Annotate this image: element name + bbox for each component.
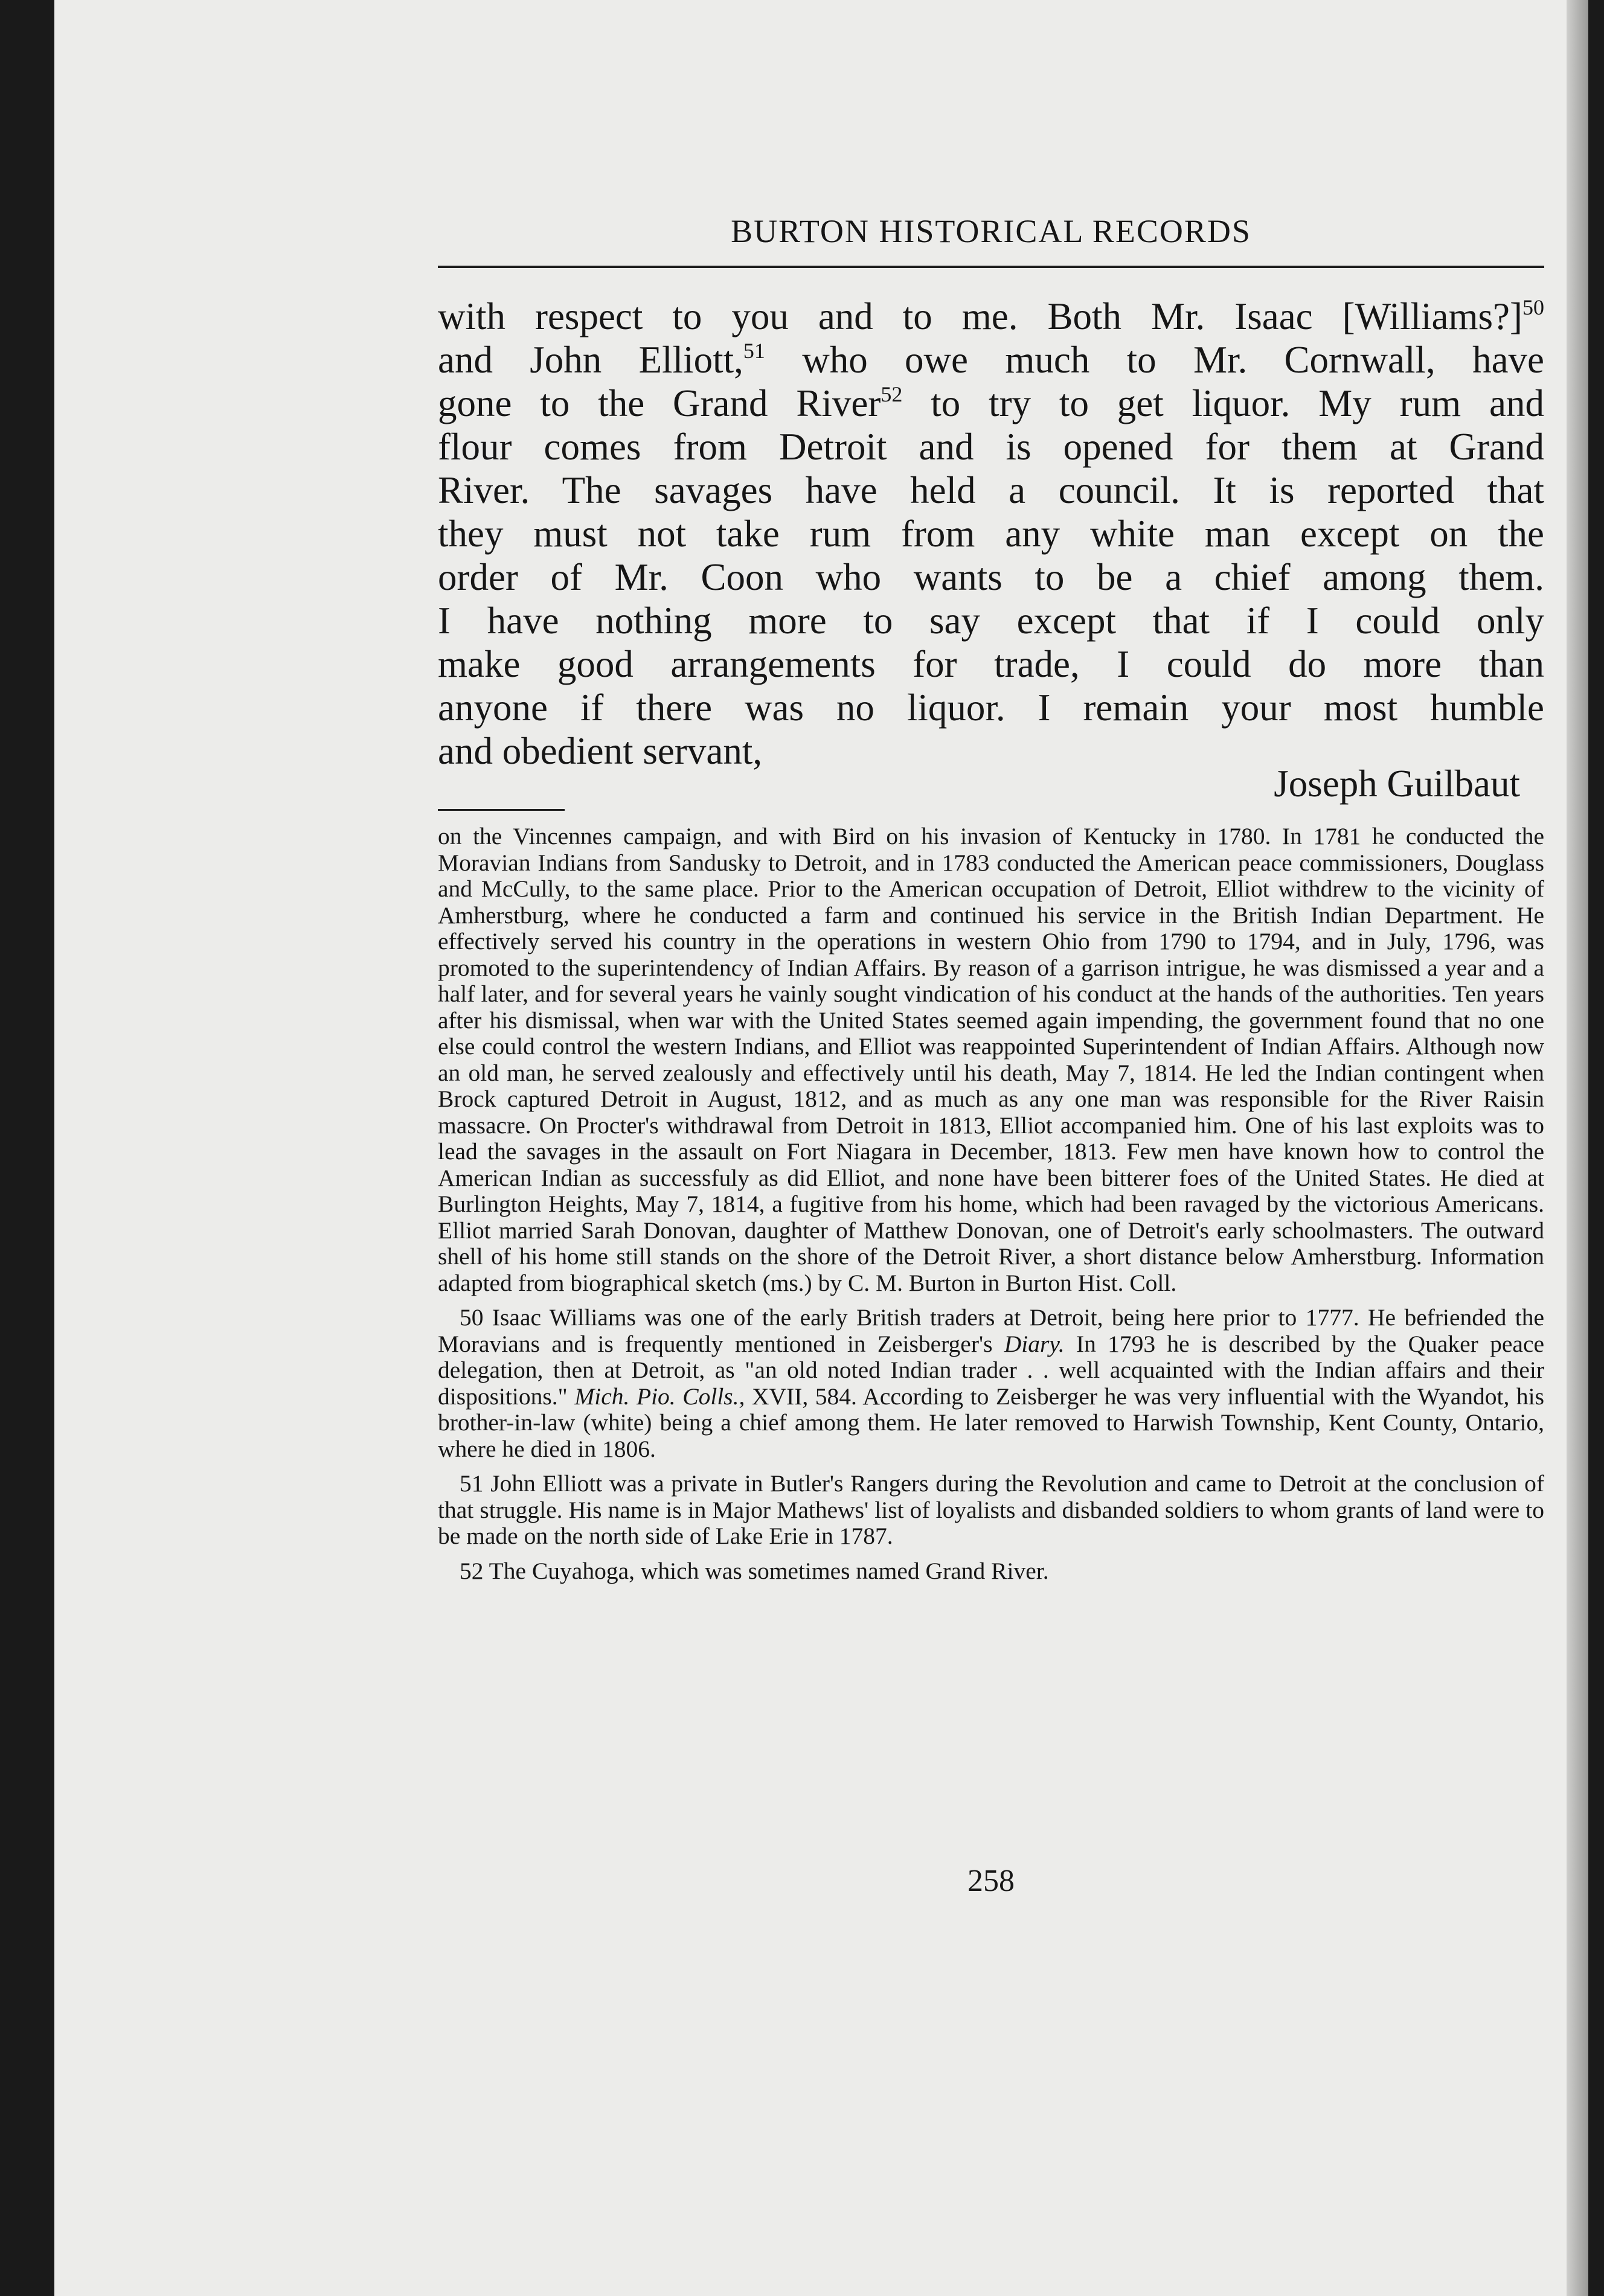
footnote-52: 52 The Cuyahoga, which was sometimes named Grand River. bbox=[460, 1557, 1049, 1584]
body-line: make good arrangements for trade, I could do more than bbox=[438, 643, 1544, 685]
body-line: and obedient servant, bbox=[438, 730, 763, 772]
page-sheet bbox=[54, 0, 1588, 2296]
body-line: River. The savages have held a council. It is reported that bbox=[438, 469, 1544, 511]
body-line: gone to the Grand River$^{52}$ to try to get liquor. My rum and bbox=[438, 382, 1544, 424]
signature: Joseph Guilbaut bbox=[1274, 763, 1520, 805]
footnote-51: 51 John Elliott was a private in Butler's Rangers during the Revolution and came to Detroit at the conclusion of that struggle. His name is in Major Mathews' list of loyalists and disbanded soldiers to whom grants of land were to be made on the north side of Lake Erie in 1787. bbox=[438, 1470, 1544, 1549]
footnotes bbox=[438, 823, 1544, 1584]
body-line: I have nothing more to say except that if I could only bbox=[438, 600, 1544, 642]
footnote-ref-51: 51 bbox=[743, 339, 765, 363]
footnote-ref-50: 50 bbox=[1522, 295, 1544, 319]
body-line: with respect to you and to me. Both Mr. Isaac [Williams?]$^{50}$ bbox=[438, 295, 1544, 337]
footnote-rule bbox=[438, 809, 565, 811]
body-line: order of Mr. Coon who wants to be a chief among them. bbox=[438, 556, 1544, 598]
page-number: 258 bbox=[967, 1864, 1015, 1898]
footnote-ref-52: 52 bbox=[881, 382, 903, 406]
body-line: anyone if there was no liquor. I remain your most humble bbox=[438, 686, 1544, 729]
page-edge-shadow bbox=[1567, 0, 1588, 2296]
letter-body bbox=[438, 295, 1544, 773]
body-line: flour comes from Detroit and is opened for them at Grand bbox=[438, 426, 1544, 468]
running-head: BURTON HISTORICAL RECORDS bbox=[731, 213, 1251, 249]
footnote-continued: on the Vincennes campaign, and with Bird on his invasion of Kentucky in 1780. In 1781 he conducted the Moravian Indians from Sandusky to Detroit, and in 1783 conducted the American peace commissioners, Douglass and McCully, to the same place. Prior to the American occupation of Detroit, Elliot withdrew to the vicinity of Amherstburg, where he conducted a farm and continued his service in the British Indian Department. He effectively served his country in the operations in western Ohio from 1790 to 1794, and in July, 1796, was promoted to the superintendency of Indian Affairs. By reason of a garrison intrigue, he was dismissed a year and a half later, and for several years he vainly sought vindication of his conduct at the hands of the authorities. Ten years after his dismissal, when war with the United States seemed again impending, the government found that no one else could control the western Indians, and Elliot was reappointed Superintendent of Indian Affairs. Although now an old man, he served zealously and effectively until his death, May 7, 1814. He led the Indian contingent when Brock captured Detroit in August, 1812, and as much as any one man was responsible for the River Raisin massacre. On Procter's withdrawal from Detroit in 1813, Elliot accompanied him. One of his last exploits was to lead the savages in the assault on Fort Niagara in December, 1813. Few men have known how to control the American Indian as successfuly as did Elliot, and none have been bitterer foes of the United States. He died at Burlington Heights, May 7, 1814, a fugitive from his home, which had been ravaged by the victorious Americans. Elliot married Sarah Donovan, daughter of Matthew Donovan, one of Detroit's early schoolmasters. The outward shell of his home still stands on the shore of the Detroit River, a short distance below Amherstburg. Information adapted from biographical sketch (ms.) by C. M. Burton in Burton Hist. Coll. bbox=[438, 823, 1544, 1296]
footnote-50: 50 Isaac Williams was one of the early British traders at Detroit, being here prior to 1777. He befriended the Moravians and is frequently mentioned in Zeisberger's Diary. In 1793 he is described by the Quaker peace delegation, then at Detroit, as "an old noted Indian trader . . well acquainted with the Indian affairs and their dispositions." Mich. Pio. Colls., XVII, 584. According to Zeisberger he was very influential with the Wyandot, his brother-in-law (white) being a chief among them. He later removed to Harwish Township, Kent County, Ontario, where he died in 1806. bbox=[438, 1304, 1545, 1462]
body-line: they must not take rum from any white man except on the bbox=[438, 513, 1544, 555]
header-rule bbox=[438, 266, 1544, 268]
body-line: and John Elliott,$^{51}$ who owe much to Mr. Cornwall, have bbox=[438, 339, 1545, 381]
